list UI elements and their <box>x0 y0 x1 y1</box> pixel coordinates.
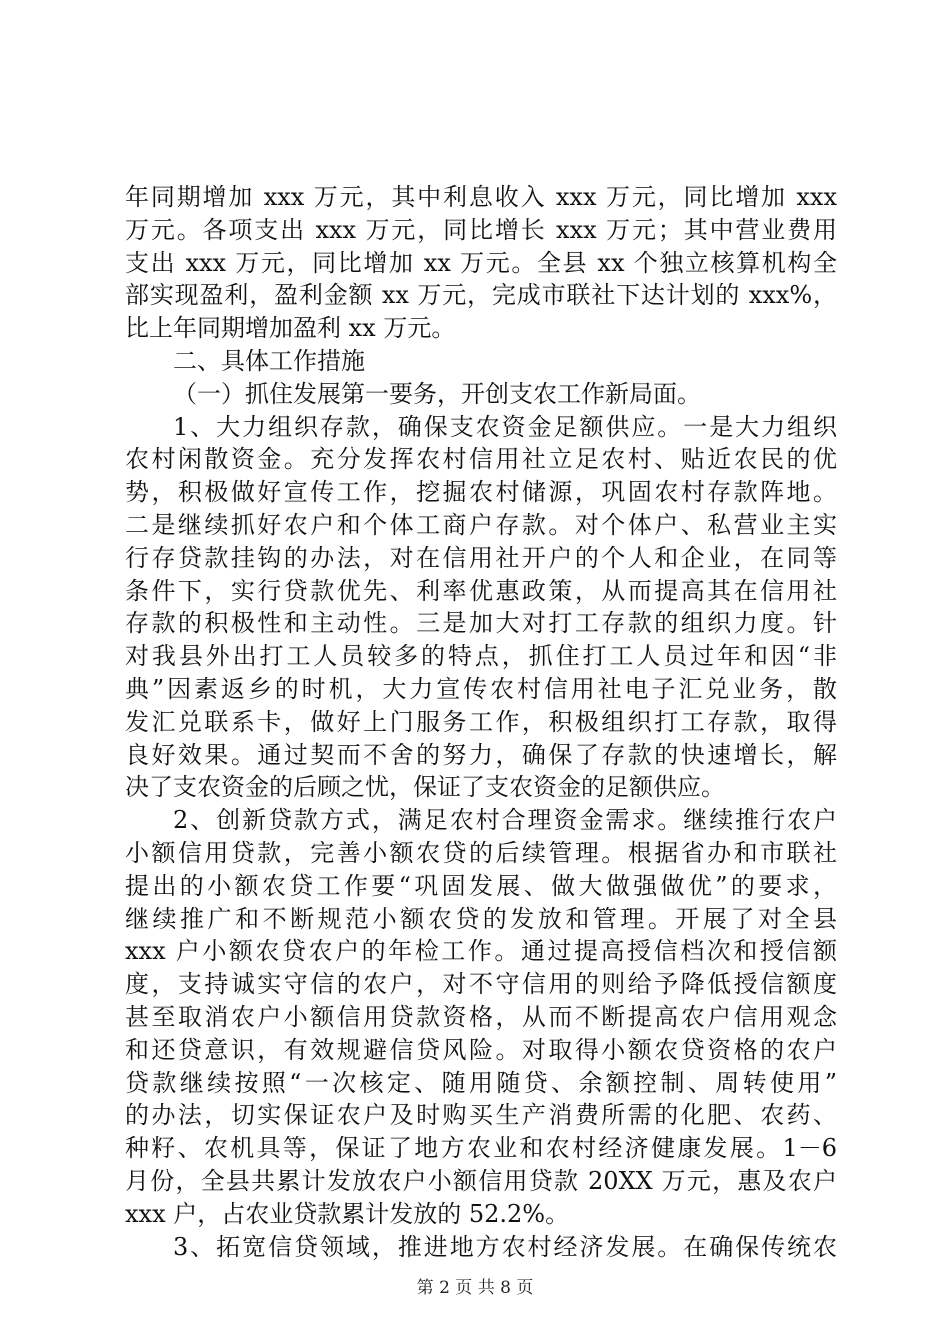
text-line: xxx 户，占农业贷款累计发放的 52.2%。 <box>125 1199 570 1228</box>
text-line: （一）抓住发展第一要务，开创支农工作新局面。 <box>173 379 701 408</box>
text-line: 对我县外出打工人员较多的特点，抓住打工人员过年和因“非 <box>125 642 837 671</box>
text-line: 小额信用贷款，完善小额农贷的后续管理。根据省办和市联社 <box>125 838 837 867</box>
text-line: 2、创新贷款方式，满足农村合理资金需求。继续推行农户 <box>173 806 837 835</box>
text-line: 年同期增加 xxx 万元，其中利息收入 xxx 万元，同比增加 xxx <box>125 183 837 211</box>
text-line: 决了支农资金的后顾之忧，保证了支农资金的足额供应。 <box>125 773 725 802</box>
text-line: 比上年同期增加盈利 xx 万元。 <box>125 314 456 343</box>
text-line: 二是继续抓好农户和个体工商户存款。对个体户、私营业主实 <box>125 510 837 539</box>
text-line: 万元。各项支出 xxx 万元，同比增长 xxx 万元；其中营业费用 <box>125 215 837 244</box>
text-line: 二、具体工作措施 <box>173 346 365 375</box>
document-body <box>125 181 837 1263</box>
text-line: 甚至取消农户小额信用贷款资格，从而不断提高农户信用观念 <box>125 1002 837 1031</box>
text-line: 存款的积极性和主动性。三是加大对打工存款的组织力度。针 <box>125 609 837 638</box>
text-line: 提出的小额农贷工作要“巩固发展、做大做强做优”的要求， <box>125 871 837 900</box>
text-line: 良好效果。通过契而不舍的努力，确保了存款的快速增长，解 <box>125 740 837 769</box>
text-line: 部实现盈利，盈利金额 xx 万元，完成市联社下达计划的 xxx%， <box>125 281 837 310</box>
text-line: 度，支持诚实守信的农户，对不守信用的则给予降低授信额度 <box>125 970 837 999</box>
text-line: 势，积极做好宣传工作，挖掘农村储源，巩固农村存款阵地。 <box>125 478 837 507</box>
text-line: 发汇兑联系卡，做好上门服务工作，积极组织打工存款，取得 <box>125 707 837 736</box>
text-line: 支出 xxx 万元，同比增加 xx 万元。全县 xx 个独立核算机构全 <box>125 248 837 277</box>
text-line: xxx 户小额农贷农户的年检工作。通过提高授信档次和授信额 <box>125 937 837 966</box>
text-line: 条件下，实行贷款优先、利率优惠政策，从而提高其在信用社 <box>125 576 837 605</box>
text-line: 的办法，切实保证农户及时购买生产消费所需的化肥、农药、 <box>125 1101 837 1130</box>
text-line: 种籽、农机具等，保证了地方农业和农村经济健康发展。1－6 <box>125 1134 837 1163</box>
page-footer: 第 2 页 共 8 页 <box>416 1278 534 1298</box>
text-line: 贷款继续按照“一次核定、随用随贷、余额控制、周转使用” <box>125 1068 837 1097</box>
text-line: 行存贷款挂钩的办法，对在信用社开户的个人和企业，在同等 <box>125 543 837 572</box>
text-line: 继续推广和不断规范小额农贷的发放和管理。开展了对全县 <box>125 904 837 933</box>
text-line: 月份，全县共累计发放农户小额信用贷款 20XX 万元，惠及农户 <box>125 1166 837 1195</box>
text-line: 和还贷意识，有效规避信贷风险。对取得小额农贷资格的农户 <box>125 1035 837 1064</box>
text-line: 1、大力组织存款，确保支农资金足额供应。一是大力组织 <box>173 412 837 441</box>
text-line: 典”因素返乡的时机，大力宣传农村信用社电子汇兑业务，散 <box>125 674 837 703</box>
text-line: 农村闲散资金。充分发挥农村信用社立足农村、贴近农民的优 <box>125 445 837 474</box>
text-line: 3、拓宽信贷领域，推进地方农村经济发展。在确保传统农 <box>173 1232 837 1261</box>
